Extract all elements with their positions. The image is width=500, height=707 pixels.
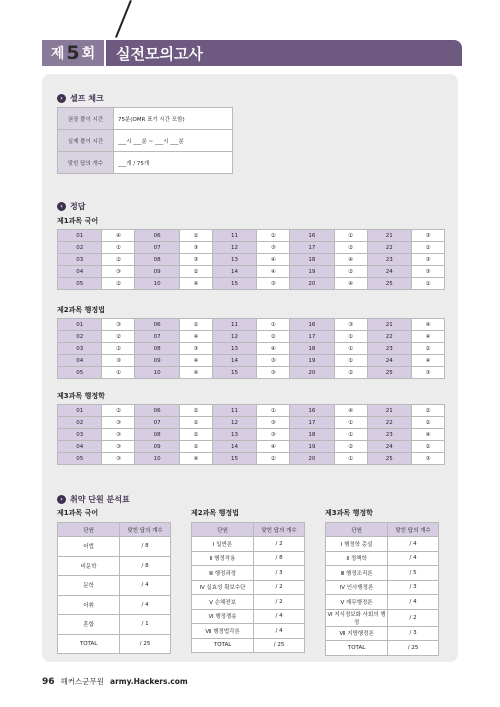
page-header: [42, 40, 462, 66]
answer-row: [58, 429, 445, 441]
answer-value: ②: [257, 453, 290, 465]
question-number: 17: [290, 331, 334, 343]
weak-unit: Ⅶ 행정법각론: [192, 624, 254, 639]
weak-unit: Ⅴ 손해전보: [192, 595, 254, 610]
weak-correct: / 4: [388, 537, 439, 552]
question-number: 20: [290, 278, 334, 290]
weak-unit: TOTAL: [192, 638, 254, 653]
question-number: 24: [367, 355, 411, 367]
question-number: 13: [212, 343, 256, 355]
question-number: 01: [58, 405, 102, 417]
answer-value: ③: [102, 355, 135, 367]
question-number: 14: [212, 355, 256, 367]
answer-value: ④: [257, 343, 290, 355]
answer-value: ④: [257, 266, 290, 278]
answer-value: ②: [102, 343, 135, 355]
answers-heading-text: 정답: [70, 202, 86, 211]
weak-unit: Ⅳ 실효성 확보수단: [192, 580, 254, 595]
weak-analysis-table: [191, 522, 305, 653]
question-number: 13: [212, 254, 256, 266]
answer-value: ②: [102, 405, 135, 417]
weak-col-correct: 맞힌 답의 개수: [388, 523, 439, 537]
answer-value: ④: [179, 355, 212, 367]
answer-value: ③: [257, 242, 290, 254]
question-number: 03: [58, 429, 102, 441]
answer-row: [58, 319, 445, 331]
question-number: 18: [290, 429, 334, 441]
footer-url: army.Hackers.com: [110, 677, 188, 686]
answer-value: ①: [257, 405, 290, 417]
answer-value: ④: [179, 453, 212, 465]
weak-correct: / 4: [254, 609, 305, 624]
question-number: 23: [367, 254, 411, 266]
weak-col-unit: 단원: [58, 523, 120, 537]
answer-value: ①: [334, 331, 367, 343]
weak-unit: 비문학: [58, 556, 120, 576]
page-footer: [42, 676, 188, 687]
question-number: 20: [290, 367, 334, 379]
answer-table: [57, 229, 445, 290]
weak-unit: 어법: [58, 537, 120, 557]
weak-correct: / 3: [388, 580, 439, 595]
weak-unit: Ⅱ 정책학: [326, 551, 388, 566]
answer-row: [58, 453, 445, 465]
answer-value: ④: [102, 230, 135, 242]
answer-value: ②: [257, 230, 290, 242]
question-number: 22: [367, 331, 411, 343]
question-number: 22: [367, 417, 411, 429]
weak-unit: Ⅵ 행정쟁송: [192, 609, 254, 624]
question-number: 08: [135, 254, 179, 266]
answer-value: ③: [257, 367, 290, 379]
weak-analysis-heading: [57, 494, 130, 505]
answer-value: ③: [257, 355, 290, 367]
round-prefix: 제: [50, 46, 65, 62]
answer-value: ③: [179, 343, 212, 355]
question-number: 17: [290, 242, 334, 254]
weak-table-row: [58, 615, 171, 635]
question-number: 18: [290, 254, 334, 266]
question-number: 09: [135, 266, 179, 278]
weak-table-row: [192, 595, 305, 610]
answer-value: ③: [102, 417, 135, 429]
answer-table: [57, 318, 445, 379]
weak-table-row: [58, 556, 171, 576]
self-check-heading: [57, 93, 104, 104]
answer-value: ④: [411, 331, 444, 343]
answer-value: ②: [411, 417, 444, 429]
weak-unit: TOTAL: [326, 641, 388, 656]
weak-table-row: [326, 566, 439, 581]
answer-row: [58, 242, 445, 254]
weak-col-unit: 단원: [326, 523, 388, 537]
question-number: 21: [367, 319, 411, 331]
answer-value: ③: [179, 254, 212, 266]
weak-table-header-row: [192, 523, 305, 537]
answer-value: ②: [334, 441, 367, 453]
question-number: 21: [367, 405, 411, 417]
question-number: 02: [58, 417, 102, 429]
answer-value: ②: [102, 254, 135, 266]
weak-table-row: [192, 551, 305, 566]
question-number: 25: [367, 453, 411, 465]
answer-value: ①: [411, 278, 444, 290]
round-suffix: 회: [81, 46, 96, 62]
weak-unit: Ⅴ 재무행정론: [326, 595, 388, 610]
question-number: 01: [58, 230, 102, 242]
question-number: 04: [58, 441, 102, 453]
self-check-row: [58, 108, 233, 130]
answer-value: ②: [102, 278, 135, 290]
question-number: 08: [135, 429, 179, 441]
weak-analysis-table: [57, 522, 171, 654]
question-number: 10: [135, 278, 179, 290]
question-number: 04: [58, 355, 102, 367]
weak-table-row: [58, 595, 171, 615]
answer-subject-title: 제1과목 국어: [57, 217, 99, 225]
answer-value: ②: [179, 405, 212, 417]
weak-table-row: [326, 537, 439, 552]
weak-table-row: [192, 609, 305, 624]
answer-value: ②: [179, 429, 212, 441]
answer-value: ③: [179, 242, 212, 254]
weak-col-correct: 맞힌 답의 개수: [254, 523, 305, 537]
answer-value: ④: [411, 319, 444, 331]
answer-value: ④: [179, 331, 212, 343]
weak-unit: 혼합: [58, 615, 120, 635]
weak-table-row: [326, 641, 439, 656]
weak-table-row: [192, 580, 305, 595]
question-number: 03: [58, 343, 102, 355]
weak-correct: / 3: [254, 566, 305, 581]
question-number: 23: [367, 429, 411, 441]
weak-correct: / 4: [120, 595, 171, 615]
answer-value: ④: [334, 254, 367, 266]
answer-value: ④: [179, 278, 212, 290]
answer-row: [58, 230, 445, 242]
question-number: 16: [290, 319, 334, 331]
weak-correct: / 4: [388, 595, 439, 610]
round-badge: [42, 40, 104, 66]
weak-unit: Ⅶ 지방행정론: [326, 626, 388, 641]
question-number: 18: [290, 343, 334, 355]
question-number: 05: [58, 278, 102, 290]
chevron-right-icon: ›: [57, 94, 66, 103]
answer-subject-title: 제3과목 행정학: [57, 392, 105, 400]
answer-row: [58, 355, 445, 367]
question-number: 05: [58, 367, 102, 379]
self-check-row: [58, 152, 233, 174]
weak-table-title: 제2과목 행정법: [191, 509, 239, 517]
answer-value: ③: [257, 429, 290, 441]
answer-value: ④: [257, 254, 290, 266]
answer-row: [58, 331, 445, 343]
answer-subject-title: 제2과목 행정법: [57, 306, 105, 314]
question-number: 08: [135, 343, 179, 355]
weak-unit: Ⅵ 지식정보화 사회의 행정: [326, 609, 388, 626]
weak-correct: / 8: [120, 537, 171, 557]
question-number: 16: [290, 230, 334, 242]
self-check-value: ___시 ___분 ~ ___시 ___분: [114, 130, 233, 152]
question-number: 12: [212, 331, 256, 343]
weak-correct: / 2: [254, 595, 305, 610]
weak-unit: Ⅲ 행정과정: [192, 566, 254, 581]
question-number: 02: [58, 331, 102, 343]
question-number: 06: [135, 230, 179, 242]
answer-value: ④: [334, 278, 367, 290]
weak-correct: / 2: [254, 537, 305, 552]
answer-value: ③: [102, 266, 135, 278]
question-number: 05: [58, 453, 102, 465]
weak-unit: Ⅳ 인사행정론: [326, 580, 388, 595]
self-check-label: 실제 풀이 시간: [58, 130, 114, 152]
question-number: 01: [58, 319, 102, 331]
answer-value: ③: [334, 319, 367, 331]
weak-table-row: [192, 624, 305, 639]
answer-value: ①: [334, 230, 367, 242]
question-number: 11: [212, 405, 256, 417]
question-number: 16: [290, 405, 334, 417]
question-number: 07: [135, 242, 179, 254]
answer-value: ②: [334, 266, 367, 278]
weak-table-row: [326, 609, 439, 626]
weak-correct: / 25: [254, 638, 305, 653]
self-check-value: 75분(OMR 표기 시간 포함): [114, 108, 233, 130]
weak-unit: 어휘: [58, 595, 120, 615]
question-number: 14: [212, 441, 256, 453]
weak-correct: / 8: [254, 551, 305, 566]
question-number: 03: [58, 254, 102, 266]
weak-table-row: [192, 638, 305, 653]
weak-correct: / 2: [254, 580, 305, 595]
answer-value: ①: [102, 367, 135, 379]
question-number: 15: [212, 367, 256, 379]
question-number: 19: [290, 441, 334, 453]
page-number: 96: [42, 676, 55, 687]
chevron-right-icon: ›: [57, 495, 66, 504]
answer-value: ③: [411, 230, 444, 242]
answer-value: ③: [411, 367, 444, 379]
question-number: 04: [58, 266, 102, 278]
weak-correct: / 4: [120, 576, 171, 596]
question-number: 15: [212, 453, 256, 465]
question-number: 09: [135, 441, 179, 453]
answer-value: ④: [334, 405, 367, 417]
question-number: 02: [58, 242, 102, 254]
answer-value: ①: [179, 230, 212, 242]
answer-table: [57, 404, 445, 465]
answer-value: ②: [179, 266, 212, 278]
weak-correct: / 1: [120, 615, 171, 635]
self-check-heading-text: 셀프 체크: [70, 94, 104, 103]
answer-value: ①: [334, 343, 367, 355]
weak-col-unit: 단원: [192, 523, 254, 537]
question-number: 13: [212, 429, 256, 441]
question-number: 19: [290, 355, 334, 367]
weak-table-title: 제3과목 행정학: [325, 509, 373, 517]
answer-value: ②: [257, 331, 290, 343]
answer-value: ②: [102, 331, 135, 343]
question-number: 23: [367, 343, 411, 355]
question-number: 25: [367, 278, 411, 290]
weak-unit: TOTAL: [58, 634, 120, 654]
weak-unit: 문학: [58, 576, 120, 596]
weak-table-row: [192, 566, 305, 581]
answer-value: ④: [411, 429, 444, 441]
answer-row: [58, 266, 445, 278]
weak-table-row: [326, 551, 439, 566]
answer-value: ③: [257, 417, 290, 429]
answer-value: ①: [334, 453, 367, 465]
round-number: 5: [66, 42, 80, 64]
answer-value: ③: [257, 278, 290, 290]
question-number: 09: [135, 355, 179, 367]
question-number: 15: [212, 278, 256, 290]
answer-value: ①: [334, 355, 367, 367]
answer-value: ②: [334, 242, 367, 254]
question-number: 25: [367, 367, 411, 379]
weak-table-row: [58, 634, 171, 654]
answer-value: ③: [411, 453, 444, 465]
weak-correct: / 3: [388, 626, 439, 641]
answer-value: ①: [411, 242, 444, 254]
weak-correct: / 2: [388, 609, 439, 626]
question-number: 19: [290, 266, 334, 278]
answers-heading: [57, 201, 85, 212]
page-title: 실전모의고사: [116, 45, 203, 63]
answer-value: ②: [411, 405, 444, 417]
self-check-value: ___개 / 75개: [114, 152, 233, 174]
answer-value: ②: [334, 367, 367, 379]
weak-table-row: [58, 576, 171, 596]
question-number: 17: [290, 417, 334, 429]
weak-unit: Ⅰ 일반론: [192, 537, 254, 552]
weak-analysis-table: [325, 522, 439, 656]
answer-value: ③: [102, 453, 135, 465]
question-number: 24: [367, 266, 411, 278]
question-number: 10: [135, 367, 179, 379]
weak-table-row: [326, 595, 439, 610]
answer-value: ②: [411, 343, 444, 355]
answer-value: ③: [411, 266, 444, 278]
answer-value: ③: [411, 254, 444, 266]
question-number: 06: [135, 405, 179, 417]
question-number: 12: [212, 417, 256, 429]
answer-value: ①: [257, 319, 290, 331]
answer-value: ①: [102, 242, 135, 254]
answer-value: ④: [257, 441, 290, 453]
weak-unit: Ⅰ 행정학 총설: [326, 537, 388, 552]
weak-correct: / 4: [254, 624, 305, 639]
answer-value: ③: [102, 319, 135, 331]
weak-correct: / 8: [120, 556, 171, 576]
self-check-label: 맞힌 답의 개수: [58, 152, 114, 174]
answer-row: [58, 417, 445, 429]
weak-correct: / 5: [388, 566, 439, 581]
weak-table-header-row: [326, 523, 439, 537]
question-number: 11: [212, 319, 256, 331]
weak-col-correct: 맞힌 답의 개수: [120, 523, 171, 537]
weak-table-row: [326, 626, 439, 641]
question-number: 22: [367, 242, 411, 254]
question-number: 24: [367, 441, 411, 453]
answer-row: [58, 343, 445, 355]
question-number: 06: [135, 319, 179, 331]
answer-value: ①: [334, 429, 367, 441]
question-number: 11: [212, 230, 256, 242]
question-number: 10: [135, 453, 179, 465]
decorative-line: [115, 0, 132, 38]
answer-value: ①: [179, 319, 212, 331]
weak-analysis-heading-text: 취약 단원 분석표: [70, 495, 130, 504]
question-number: 07: [135, 331, 179, 343]
weak-table-row: [58, 537, 171, 557]
chevron-right-icon: ›: [57, 202, 66, 211]
answer-row: [58, 254, 445, 266]
weak-correct: / 25: [388, 641, 439, 656]
weak-table-row: [192, 537, 305, 552]
self-check-row: [58, 130, 233, 152]
answer-value: ③: [102, 441, 135, 453]
answer-value: ④: [411, 355, 444, 367]
answer-row: [58, 405, 445, 417]
question-number: 14: [212, 266, 256, 278]
question-number: 21: [367, 230, 411, 242]
answer-value: ①: [179, 441, 212, 453]
answer-row: [58, 278, 445, 290]
weak-table-title: 제1과목 국어: [57, 509, 99, 517]
weak-unit: Ⅲ 행정조직론: [326, 566, 388, 581]
weak-unit: Ⅱ 행정작용: [192, 551, 254, 566]
weak-correct: / 4: [388, 551, 439, 566]
weak-correct: / 25: [120, 634, 171, 654]
self-check-table: [57, 107, 233, 174]
answer-value: ①: [179, 417, 212, 429]
question-number: 20: [290, 453, 334, 465]
question-number: 07: [135, 417, 179, 429]
footer-brand: 해커스군무원: [60, 677, 105, 686]
question-number: 12: [212, 242, 256, 254]
answer-row: [58, 441, 445, 453]
self-check-label: 권장 풀이 시간: [58, 108, 114, 130]
answer-value: ④: [179, 367, 212, 379]
answer-value: ②: [411, 441, 444, 453]
answer-value: ①: [334, 417, 367, 429]
weak-table-row: [326, 580, 439, 595]
answer-row: [58, 367, 445, 379]
answer-value: ③: [102, 429, 135, 441]
weak-table-header-row: [58, 523, 171, 537]
